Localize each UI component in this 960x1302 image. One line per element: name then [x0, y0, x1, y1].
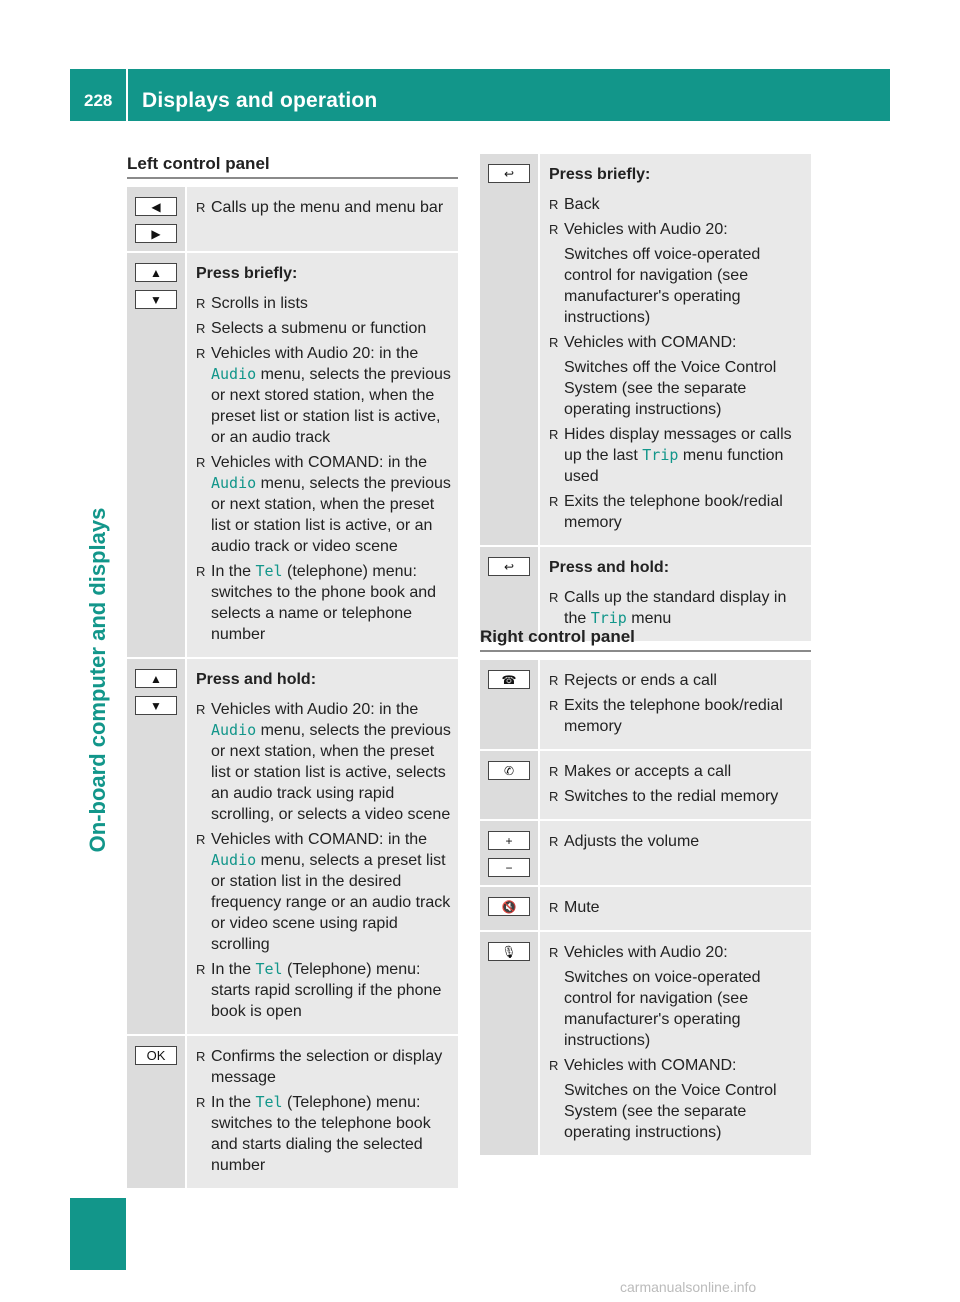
item-text: (Telephone) menu: switches to the telephone book and starts dialing the selected number	[211, 1094, 431, 1174]
item-text: menu function used	[564, 447, 784, 485]
list-item	[196, 197, 454, 218]
item-text: menu, selects the previous or next stored station, when the preset list or station list is active, or an audio track	[211, 366, 451, 446]
description-cell	[540, 887, 811, 930]
item-text: Vehicles with COMAND: in the	[211, 454, 428, 471]
list-item	[196, 343, 454, 448]
description-cell	[187, 1036, 458, 1188]
item-subtext: Switches off the Voice Control System (see the separate operating instructions)	[564, 359, 777, 418]
item-text: Vehicles with COMAND: in the	[211, 831, 428, 848]
key-symbol-icon: +	[488, 831, 530, 850]
list-item	[196, 699, 454, 825]
list-item	[549, 219, 807, 328]
press-label: Press briefly:	[196, 265, 298, 282]
side-tab	[70, 135, 126, 1270]
key-cell	[480, 154, 538, 545]
key-cell	[127, 1036, 185, 1188]
key-symbol-icon: ▲	[135, 263, 177, 282]
key-symbol-icon: ↩	[488, 164, 530, 183]
list-item	[196, 452, 454, 557]
item-text: Confirms the selection or display message	[211, 1048, 443, 1086]
page-number: 228	[84, 91, 113, 110]
description-cell	[187, 659, 458, 1034]
list-item	[196, 829, 454, 955]
bullet-list	[196, 293, 454, 645]
key-symbol-icon: 🎙	[488, 942, 530, 961]
item-text: Hides display messages or calls up the last	[564, 426, 792, 464]
description-cell	[540, 932, 811, 1155]
menu-name: Trip	[590, 609, 627, 627]
key-symbol-icon: ▼	[135, 290, 177, 309]
key-cell	[480, 751, 538, 819]
key-symbol-icon: OK	[135, 1046, 177, 1065]
list-item	[549, 194, 807, 215]
item-text: Vehicles with Audio 20:	[564, 944, 728, 961]
table-row	[127, 187, 458, 251]
table-row	[127, 251, 458, 657]
description-cell	[540, 751, 811, 819]
description-cell	[540, 660, 811, 749]
item-text: In the	[211, 961, 256, 978]
list-item	[549, 587, 807, 629]
left-panel-title: Left control panel	[127, 154, 270, 173]
list-item	[549, 695, 807, 737]
item-text: Makes or accepts a call	[564, 763, 732, 780]
table-row	[127, 657, 458, 1034]
key-symbol-icon: ▼	[135, 696, 177, 715]
key-symbol-icon: ◀	[135, 197, 177, 216]
item-text: menu	[626, 610, 672, 627]
item-text: Vehicles with Audio 20: in the	[211, 345, 419, 362]
list-item	[549, 831, 807, 852]
bullet-list	[196, 699, 454, 1022]
press-label: Press and hold:	[549, 559, 670, 576]
key-cell	[127, 187, 185, 251]
list-item	[549, 424, 807, 487]
table-row	[480, 819, 811, 885]
table-row	[480, 154, 811, 545]
page-title: Displays and operation	[142, 89, 378, 112]
menu-name: Tel	[255, 960, 283, 978]
press-label: Press and hold:	[196, 671, 317, 688]
key-symbol-icon: ▲	[135, 669, 177, 688]
list-item	[549, 491, 807, 533]
menu-name: Audio	[211, 474, 257, 492]
item-text: In the	[211, 1094, 256, 1111]
key-symbol-icon: ✆	[488, 761, 530, 780]
item-text: Mute	[564, 899, 600, 916]
menu-name: Audio	[211, 851, 257, 869]
bullet-list	[549, 587, 807, 629]
item-text: Vehicles with COMAND:	[564, 334, 737, 351]
item-text: Calls up the menu and menu bar	[211, 199, 444, 216]
menu-name: Audio	[211, 365, 257, 383]
press-label: Press briefly:	[549, 166, 651, 183]
right-panel-rule	[480, 650, 811, 652]
list-item	[549, 786, 807, 807]
description-cell	[540, 821, 811, 885]
key-cell	[480, 887, 538, 930]
side-tab-block	[70, 1198, 126, 1270]
item-text: Vehicles with COMAND:	[564, 1057, 737, 1074]
bullet-list	[549, 897, 807, 918]
side-tab-label: On-board computer and displays	[85, 507, 110, 853]
bullet-list	[549, 761, 807, 807]
item-subtext: Switches on the Voice Control System (see the separate operating instructions)	[564, 1082, 777, 1141]
description-cell	[540, 154, 811, 545]
menu-name: Trip	[642, 446, 679, 464]
left-panel-table	[127, 187, 458, 1188]
page-header	[70, 69, 890, 121]
menu-name: Tel	[255, 1093, 283, 1111]
item-text: Exits the telephone book/redial memory	[564, 493, 783, 531]
table-row	[480, 885, 811, 930]
list-item	[196, 318, 454, 339]
key-symbol-icon: ☎	[488, 670, 530, 689]
item-text: Adjusts the volume	[564, 833, 700, 850]
right-panel-title: Right control panel	[480, 627, 635, 646]
table-row	[480, 930, 811, 1155]
item-text: Switches to the redial memory	[564, 788, 779, 805]
table-row	[480, 660, 811, 749]
right-panel-table	[480, 660, 811, 1155]
key-cell	[127, 659, 185, 1034]
list-item	[196, 959, 454, 1022]
table-row	[127, 1034, 458, 1188]
item-text: Vehicles with Audio 20:	[564, 221, 728, 238]
list-item	[196, 561, 454, 645]
item-text: Rejects or ends a call	[564, 672, 717, 689]
list-item	[549, 1055, 807, 1143]
left-panel-rule	[127, 177, 458, 179]
list-item	[196, 293, 454, 314]
list-item	[549, 332, 807, 420]
bullet-list	[549, 942, 807, 1143]
bullet-list	[549, 831, 807, 852]
item-subtext: Switches on voice-operated control for navigation (see manufacturer's operating instructions)	[564, 969, 761, 1049]
watermark: carmanualsonline.info	[620, 1279, 757, 1295]
description-cell	[187, 253, 458, 657]
list-item	[549, 670, 807, 691]
key-symbol-icon: 🔇	[488, 897, 530, 916]
list-item	[549, 897, 807, 918]
key-cell	[480, 821, 538, 885]
item-text: Back	[564, 196, 600, 213]
item-text: (telephone) menu: switches to the phone book and selects a name or telephone number	[211, 563, 437, 643]
key-symbol-icon: ↩	[488, 557, 530, 576]
header-divider	[126, 69, 128, 121]
bullet-list	[196, 197, 454, 218]
item-text: menu, selects a preset list or station list in the desired frequency range or an audio track or video scene using rapid scrolling	[211, 852, 451, 953]
key-cell	[480, 660, 538, 749]
key-symbol-icon: ▶	[135, 224, 177, 243]
item-text: Calls up the standard display in the	[564, 589, 787, 627]
list-item	[549, 942, 807, 1051]
item-text: Vehicles with Audio 20: in the	[211, 701, 419, 718]
item-text: Selects a submenu or function	[211, 320, 427, 337]
back-key-table	[480, 154, 811, 641]
item-text: menu, selects the previous or next station, when the preset list or station list is active, or an audio track or video scene	[211, 475, 451, 555]
bullet-list	[196, 1046, 454, 1176]
description-cell	[187, 187, 458, 251]
key-cell	[127, 253, 185, 657]
item-text: (Telephone) menu: starts rapid scrolling if the phone book is open	[211, 961, 442, 1020]
table-row	[480, 749, 811, 819]
item-text: Exits the telephone book/redial memory	[564, 697, 783, 735]
item-subtext: Switches off voice-operated control for navigation (see manufacturer's operating instructions)	[564, 246, 761, 326]
list-item	[549, 761, 807, 782]
menu-name: Tel	[255, 562, 283, 580]
item-text: In the	[211, 563, 256, 580]
bullet-list	[549, 194, 807, 533]
key-symbol-icon: −	[488, 858, 530, 877]
list-item	[196, 1046, 454, 1088]
key-cell	[480, 932, 538, 1155]
menu-name: Audio	[211, 721, 257, 739]
bullet-list	[549, 670, 807, 737]
list-item	[196, 1092, 454, 1176]
item-text: Scrolls in lists	[211, 295, 308, 312]
item-text: menu, selects the previous or next station, when the preset list or station list is active, selects an audio track using rapid scrolling, or selects a video scene	[211, 722, 451, 823]
